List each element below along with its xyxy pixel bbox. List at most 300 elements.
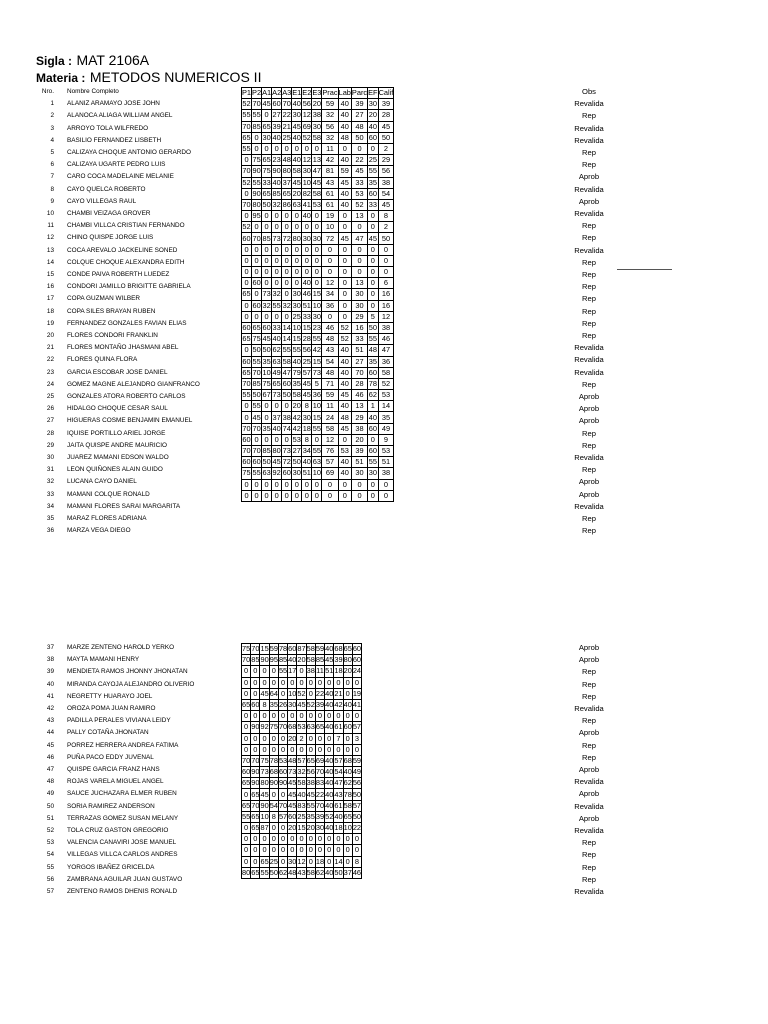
grade-cell: 60 bbox=[252, 300, 261, 310]
grade-cell: 0 bbox=[306, 845, 315, 856]
grade-cell: 53 bbox=[351, 188, 367, 199]
grade-cell: 85 bbox=[252, 121, 261, 131]
grade-cell: 2 bbox=[378, 222, 394, 233]
grade-header-cell: Calif bbox=[378, 88, 394, 98]
grade-cell: 42 bbox=[322, 155, 338, 166]
grade-cell: 0 bbox=[351, 479, 367, 490]
grade-cell: 52 bbox=[338, 322, 351, 333]
grade-cell: 59 bbox=[352, 755, 362, 765]
student-number: 30 bbox=[46, 454, 54, 461]
grade-cell: 0 bbox=[269, 666, 278, 677]
student-number: 5 bbox=[50, 149, 54, 156]
grade-cell: 0 bbox=[242, 490, 252, 501]
student-name: TOLA CRUZ GASTON GREGORIO bbox=[67, 827, 169, 834]
grade-cell: 45 bbox=[312, 177, 321, 187]
grade-cell: 63 bbox=[312, 457, 321, 467]
grade-row bbox=[242, 412, 394, 423]
grade-cell: 78 bbox=[278, 644, 288, 654]
grade-row bbox=[242, 446, 394, 457]
grade-cell: 61 bbox=[322, 199, 338, 210]
grade-cell: 0 bbox=[282, 222, 292, 233]
grade-cell: 60 bbox=[242, 323, 251, 333]
grade-cell: 60 bbox=[288, 644, 297, 654]
grade-cell: 0 bbox=[325, 834, 334, 845]
student-obs: Revalida bbox=[574, 245, 604, 255]
grade-cell: 53 bbox=[292, 434, 301, 444]
grade-cell: 0 bbox=[242, 401, 252, 412]
grade-cell: 0 bbox=[278, 733, 287, 744]
grade-cell: 0 bbox=[262, 311, 272, 322]
grade-cell: 0 bbox=[262, 479, 272, 490]
grade-cell: 45 bbox=[292, 177, 301, 187]
grade-cell: 54 bbox=[334, 767, 343, 777]
student-number: 7 bbox=[50, 173, 54, 181]
grade-cell: 57 bbox=[322, 457, 338, 468]
grade-cell: 33 bbox=[272, 323, 281, 333]
grade-cell: 0 bbox=[325, 711, 334, 722]
grade-cell: 78 bbox=[269, 755, 278, 765]
grade-cell: 47 bbox=[378, 345, 394, 356]
grade-cell: 28 bbox=[302, 334, 311, 344]
grade-cell: 60 bbox=[251, 700, 260, 710]
grade-cell: 0 bbox=[352, 677, 361, 688]
grade-cell: 60 bbox=[282, 468, 291, 478]
grade-cell: 0 bbox=[312, 278, 322, 289]
grade-cell: 60 bbox=[288, 811, 297, 821]
grade-cell: 62 bbox=[272, 345, 281, 355]
materia-line bbox=[36, 69, 261, 87]
grade-row bbox=[242, 789, 362, 800]
grade-row bbox=[242, 401, 394, 412]
grade-cell: 0 bbox=[315, 845, 324, 856]
grade-cell: 33 bbox=[262, 177, 271, 187]
grade-cell: 0 bbox=[302, 255, 312, 266]
grade-cell: 0 bbox=[338, 311, 351, 322]
grade-cell: 0 bbox=[368, 278, 378, 289]
grade-cell: 40 bbox=[302, 211, 311, 221]
grade-cell: 0 bbox=[242, 733, 251, 744]
grade-row bbox=[242, 677, 362, 688]
grade-cell: 55 bbox=[252, 468, 261, 478]
grade-row bbox=[242, 345, 394, 356]
grade-cell: 46 bbox=[378, 334, 394, 345]
student-number: 2 bbox=[50, 112, 54, 120]
grade-cell: 12 bbox=[302, 110, 311, 120]
grade-cell: 0 bbox=[262, 143, 272, 154]
grade-cell: 40 bbox=[338, 468, 351, 479]
student-name: ALANIZ ARAMAYO JOSE JOHN bbox=[67, 100, 160, 108]
grade-cell: 42 bbox=[334, 700, 343, 710]
grade-cell: 58 bbox=[306, 644, 315, 654]
student-number: 13 bbox=[46, 246, 54, 254]
grade-cell: 57 bbox=[297, 755, 306, 765]
student-number: 19 bbox=[46, 319, 54, 327]
student-obs: Revalida bbox=[574, 887, 604, 896]
grade-cell: 73 bbox=[272, 233, 281, 243]
student-obs: Rep bbox=[582, 862, 596, 872]
grade-cell: 10 bbox=[260, 811, 269, 821]
grade-cell: 0 bbox=[252, 434, 262, 445]
student-obs: Rep bbox=[582, 514, 596, 523]
grade-cell: 50 bbox=[352, 789, 362, 799]
grade-cell: 40 bbox=[368, 412, 377, 422]
grade-cell: 35 bbox=[306, 811, 315, 821]
grade-cell: 0 bbox=[368, 479, 378, 490]
grade-cell: 0 bbox=[242, 244, 252, 255]
grade-cell: 55 bbox=[368, 334, 377, 344]
grade-cell: 0 bbox=[242, 823, 251, 834]
grade-cell: 50 bbox=[368, 323, 377, 333]
grade-row bbox=[242, 811, 362, 822]
grade-cell: 39 bbox=[272, 121, 281, 131]
student-name: COCA AREVALO JACKELINE SONED bbox=[67, 246, 178, 254]
grade-cell: 15 bbox=[312, 412, 321, 422]
grade-cell: 0 bbox=[368, 289, 378, 300]
student-obs: Rep bbox=[582, 221, 596, 231]
grade-cell: 18 bbox=[334, 823, 343, 833]
grade-cell: 13 bbox=[351, 211, 367, 222]
student-obs: Revalida bbox=[574, 184, 604, 194]
grade-cell: 52 bbox=[302, 132, 311, 142]
grade-cell: 35 bbox=[378, 412, 394, 423]
grade-cell: 15 bbox=[302, 323, 311, 333]
grade-cell: 60 bbox=[242, 767, 251, 777]
grade-cell: 45 bbox=[306, 789, 315, 799]
grade-cell: 90 bbox=[251, 767, 260, 777]
grade-cell: 0 bbox=[325, 744, 334, 755]
grade-cell: 40 bbox=[334, 811, 343, 821]
grade-cell: 83 bbox=[315, 778, 325, 788]
grade-cell: 55 bbox=[282, 345, 291, 355]
grade-cell: 80 bbox=[260, 778, 269, 788]
student-name: PADILLA PERALES VIVIANA LEIDY bbox=[67, 717, 171, 725]
grade-cell: 20 bbox=[292, 188, 301, 198]
grade-cell: 59 bbox=[322, 99, 338, 110]
grade-cell: 87 bbox=[297, 644, 306, 654]
grade-cell: 50 bbox=[269, 867, 278, 877]
grade-cell: 20 bbox=[312, 99, 321, 109]
student-obs: Rep bbox=[582, 306, 596, 316]
grade-cell: 0 bbox=[269, 733, 278, 744]
grade-cell: 70 bbox=[242, 446, 251, 456]
grade-cell: 39 bbox=[315, 811, 325, 821]
grade-cell: 2 bbox=[378, 143, 394, 154]
grade-cell: 0 bbox=[272, 255, 282, 266]
grade-cell: 40 bbox=[325, 789, 334, 799]
grade-cell: 51 bbox=[351, 345, 367, 356]
grade-cell: 0 bbox=[315, 711, 324, 722]
grade-cell: 38 bbox=[378, 322, 394, 333]
grade-cell: 0 bbox=[312, 479, 322, 490]
grade-cell: 0 bbox=[315, 677, 324, 688]
student-number: 8 bbox=[50, 185, 54, 193]
grade-row bbox=[242, 722, 362, 733]
grade-cell: 0 bbox=[343, 688, 352, 699]
grade-cell: 45 bbox=[262, 99, 271, 109]
student-obs: Rep bbox=[582, 752, 596, 762]
grade-cell: 58 bbox=[312, 188, 321, 198]
grade-cell: 42 bbox=[292, 412, 301, 422]
grade-cell: 60 bbox=[343, 722, 352, 732]
grade-cell: 65 bbox=[242, 778, 251, 788]
grade-cell: 0 bbox=[252, 289, 262, 300]
grade-cell: 8 bbox=[269, 811, 278, 822]
grade-cell: 53 bbox=[312, 199, 321, 209]
grade-cell: 45 bbox=[288, 800, 297, 810]
grade-cell: 15 bbox=[260, 644, 269, 654]
grade-cell: 32 bbox=[297, 767, 306, 777]
grade-cell: 54 bbox=[322, 356, 338, 367]
grade-row bbox=[242, 423, 394, 434]
grade-row bbox=[242, 845, 362, 856]
grade-cell: 80 bbox=[242, 867, 251, 877]
grade-cell: 55 bbox=[368, 457, 377, 467]
grade-cell: 0 bbox=[338, 434, 351, 445]
grade-cell: 40 bbox=[338, 401, 351, 412]
grade-cell: 29 bbox=[378, 155, 394, 166]
student-name: GOMEZ MAGNE ALEJANDRO GIANFRANCO bbox=[67, 380, 200, 388]
grade-cell: 45 bbox=[368, 233, 377, 243]
grade-cell: 0 bbox=[322, 255, 338, 266]
grade-cell: 0 bbox=[338, 278, 351, 289]
grade-cell: 70 bbox=[242, 423, 251, 433]
grade-cell: 30 bbox=[351, 300, 367, 311]
grade-row bbox=[242, 457, 394, 468]
grade-row bbox=[242, 155, 394, 166]
grade-cell: 0 bbox=[278, 845, 287, 856]
grade-cell: 0 bbox=[242, 188, 252, 199]
grade-row bbox=[242, 99, 394, 110]
grade-cell: 52 bbox=[242, 99, 251, 109]
grade-cell: 0 bbox=[269, 744, 278, 755]
grade-cell: 58 bbox=[343, 800, 352, 810]
grade-cell: 0 bbox=[297, 711, 306, 722]
grade-cell: 45 bbox=[292, 121, 301, 131]
grade-cell: 42 bbox=[312, 345, 321, 355]
grade-cell: 60 bbox=[262, 323, 271, 333]
student-name: VALENCIA CANAVIRI JOSE MANUEL bbox=[67, 839, 177, 847]
grade-cell: 60 bbox=[352, 655, 362, 665]
grade-cell: 0 bbox=[288, 677, 297, 688]
grade-cell: 95 bbox=[269, 655, 278, 665]
grade-cell: 0 bbox=[269, 834, 278, 845]
grade-cell: 0 bbox=[368, 300, 378, 311]
grade-cell: 36 bbox=[322, 300, 338, 311]
grade-cell: 72 bbox=[282, 457, 291, 467]
grade-cell: 30 bbox=[312, 121, 321, 131]
grade-cell: 49 bbox=[352, 767, 362, 777]
grade-cell: 0 bbox=[252, 267, 262, 278]
student-number: 15 bbox=[46, 271, 54, 278]
student-obs: Aprob bbox=[578, 813, 600, 823]
grade-cell: 0 bbox=[282, 289, 292, 300]
grade-cell: 47 bbox=[351, 233, 367, 244]
grade-cell: 67 bbox=[262, 390, 271, 400]
student-name: GONZALES ATORA ROBERTO CARLOS bbox=[67, 393, 186, 400]
student-name: MAYTA MAMANI HENRY bbox=[67, 656, 140, 664]
grade-cell: 45 bbox=[302, 390, 311, 400]
student-name: PALLY COTAÑA JHONATAN bbox=[67, 729, 149, 737]
grade-cell: 0 bbox=[292, 479, 302, 490]
grade-cell: 0 bbox=[252, 479, 262, 490]
grade-cell: 30 bbox=[368, 468, 377, 478]
grade-cell: 0 bbox=[242, 722, 251, 733]
grade-cell: 58 bbox=[292, 166, 301, 176]
student-obs: Revalida bbox=[574, 135, 604, 145]
grade-cell: 58 bbox=[312, 132, 321, 142]
grade-row bbox=[242, 300, 394, 311]
grade-cell: 32 bbox=[282, 300, 291, 310]
grade-cell: 53 bbox=[378, 446, 394, 457]
grade-cell: 0 bbox=[272, 434, 282, 445]
grade-cell: 0 bbox=[278, 744, 287, 755]
grade-cell: 46 bbox=[351, 390, 367, 401]
grade-cell: 35 bbox=[262, 423, 271, 433]
grade-cell: 0 bbox=[252, 255, 262, 266]
grade-cell: 33 bbox=[368, 199, 377, 209]
grade-cell: 50 bbox=[262, 345, 271, 355]
student-name: MARZE ZENTENO HAROLD YERKO bbox=[67, 644, 175, 651]
grade-cell: 65 bbox=[242, 800, 251, 810]
grade-cell: 55 bbox=[312, 446, 321, 456]
student-number: 12 bbox=[46, 234, 54, 242]
grade-cell: 65 bbox=[262, 155, 271, 165]
student-number: 32 bbox=[46, 478, 54, 486]
grade-cell: 0 bbox=[252, 222, 262, 233]
student-obs: Rep bbox=[582, 257, 596, 267]
student-row bbox=[36, 886, 626, 898]
student-number: 43 bbox=[46, 717, 54, 725]
grade-cell: 0 bbox=[278, 823, 287, 834]
grade-cell: 70 bbox=[282, 99, 291, 109]
grade-cell: 0 bbox=[242, 677, 251, 688]
student-obs: Revalida bbox=[574, 209, 604, 218]
grade-cell: 10 bbox=[312, 468, 321, 478]
grade-cell: 30 bbox=[312, 311, 321, 321]
student-name: CHAMBI VILLCA CRISTIAN FERNANDO bbox=[67, 222, 185, 230]
grade-cell: 0 bbox=[343, 711, 352, 722]
grade-cell: 90 bbox=[252, 166, 261, 176]
grade-cell: 59 bbox=[269, 644, 278, 654]
grade-cell: 58 bbox=[306, 867, 315, 877]
grade-cell: 65 bbox=[262, 121, 271, 131]
grade-cell: 49 bbox=[272, 367, 281, 377]
grade-row bbox=[242, 110, 394, 121]
grade-cell: 40 bbox=[325, 755, 334, 765]
grade-cell: 78 bbox=[368, 378, 377, 388]
grade-cell: 0 bbox=[312, 222, 322, 233]
column-header-name: Nombre Completo bbox=[67, 88, 119, 95]
student-number: 34 bbox=[46, 502, 54, 510]
grade-cell: 0 bbox=[288, 711, 297, 722]
grade-row bbox=[242, 233, 394, 244]
grade-cell: 0 bbox=[262, 401, 272, 412]
grade-header-cell: A1 bbox=[262, 88, 272, 98]
grade-cell: 73 bbox=[288, 767, 297, 777]
grade-cell: 0 bbox=[262, 412, 272, 423]
grade-cell: 0 bbox=[351, 143, 367, 154]
grade-cell: 59 bbox=[322, 390, 338, 401]
grade-cell: 0 bbox=[292, 267, 302, 278]
grade-cell: 85 bbox=[262, 233, 271, 243]
grade-cell: 10 bbox=[312, 300, 321, 310]
grade-cell: 25 bbox=[269, 856, 278, 866]
grade-cell: 0 bbox=[338, 490, 351, 501]
grade-cell: 0 bbox=[312, 244, 322, 255]
grade-cell: 40 bbox=[325, 688, 334, 698]
grade-cell: 60 bbox=[368, 446, 377, 456]
grade-cell: 55 bbox=[252, 401, 261, 411]
grade-cell: 0 bbox=[278, 789, 287, 800]
grade-cell: 0 bbox=[242, 155, 252, 166]
grade-cell: 0 bbox=[368, 222, 378, 233]
student-name: BASILIO FERNANDEZ LISBETH bbox=[67, 136, 162, 144]
grade-cell: 0 bbox=[251, 666, 260, 677]
grade-cell: 80 bbox=[272, 446, 281, 456]
grade-cell: 0 bbox=[262, 267, 272, 278]
grade-cell: 48 bbox=[322, 367, 338, 378]
grade-cell: 56 bbox=[352, 778, 362, 788]
grade-cell: 45 bbox=[288, 778, 297, 788]
grade-row bbox=[242, 378, 394, 389]
grade-cell: 0 bbox=[252, 143, 262, 154]
grade-cell: 69 bbox=[302, 121, 311, 131]
grade-cell: 30 bbox=[292, 289, 301, 299]
grade-cell: 50 bbox=[252, 390, 261, 400]
student-obs: Rep bbox=[582, 716, 596, 726]
grade-cell: 48 bbox=[322, 334, 338, 345]
grade-cell: 0 bbox=[282, 490, 292, 501]
grade-cell: 70 bbox=[315, 767, 325, 777]
grade-row bbox=[242, 143, 394, 154]
grade-cell: 8 bbox=[302, 434, 312, 445]
student-number: 1 bbox=[50, 100, 54, 108]
grade-cell: 0 bbox=[302, 490, 312, 501]
grade-cell: 25 bbox=[297, 811, 306, 821]
grade-cell: 0 bbox=[282, 401, 292, 412]
student-obs: Aprob bbox=[578, 477, 600, 487]
grade-cell: 50 bbox=[262, 199, 271, 209]
grade-cell: 0 bbox=[351, 267, 367, 278]
student-name: MIRANDA CAYOJA ALEJANDRO OLIVERIO bbox=[67, 680, 195, 688]
grade-row bbox=[242, 367, 394, 378]
grade-cell: 75 bbox=[269, 722, 278, 732]
grade-cell: 20 bbox=[288, 733, 297, 743]
grade-cell: 0 bbox=[312, 434, 322, 445]
student-number: 35 bbox=[46, 515, 54, 522]
grade-cell: 50 bbox=[252, 345, 261, 355]
grade-cell: 90 bbox=[278, 778, 288, 788]
grade-cell: 30 bbox=[302, 412, 311, 422]
student-number: 24 bbox=[46, 380, 54, 388]
student-name: LEON QUIÑONES ALAIN GUIDO bbox=[67, 466, 163, 474]
student-obs: Aprob bbox=[578, 489, 600, 499]
grades-table bbox=[241, 643, 362, 879]
grade-cell: 46 bbox=[352, 867, 362, 877]
grade-cell: 65 bbox=[242, 132, 251, 142]
grade-cell: 0 bbox=[269, 711, 278, 722]
grade-cell: 43 bbox=[334, 789, 343, 799]
grade-cell: 0 bbox=[368, 255, 378, 266]
grade-cell: 45 bbox=[302, 378, 311, 388]
grade-cell: 70 bbox=[242, 199, 251, 209]
grade-cell: 0 bbox=[242, 255, 252, 266]
grade-cell: 38 bbox=[378, 468, 394, 479]
grade-cell: 11 bbox=[322, 143, 338, 154]
student-obs: Rep bbox=[582, 379, 596, 389]
grade-cell: 0 bbox=[312, 255, 322, 266]
student-number: 37 bbox=[46, 644, 54, 651]
